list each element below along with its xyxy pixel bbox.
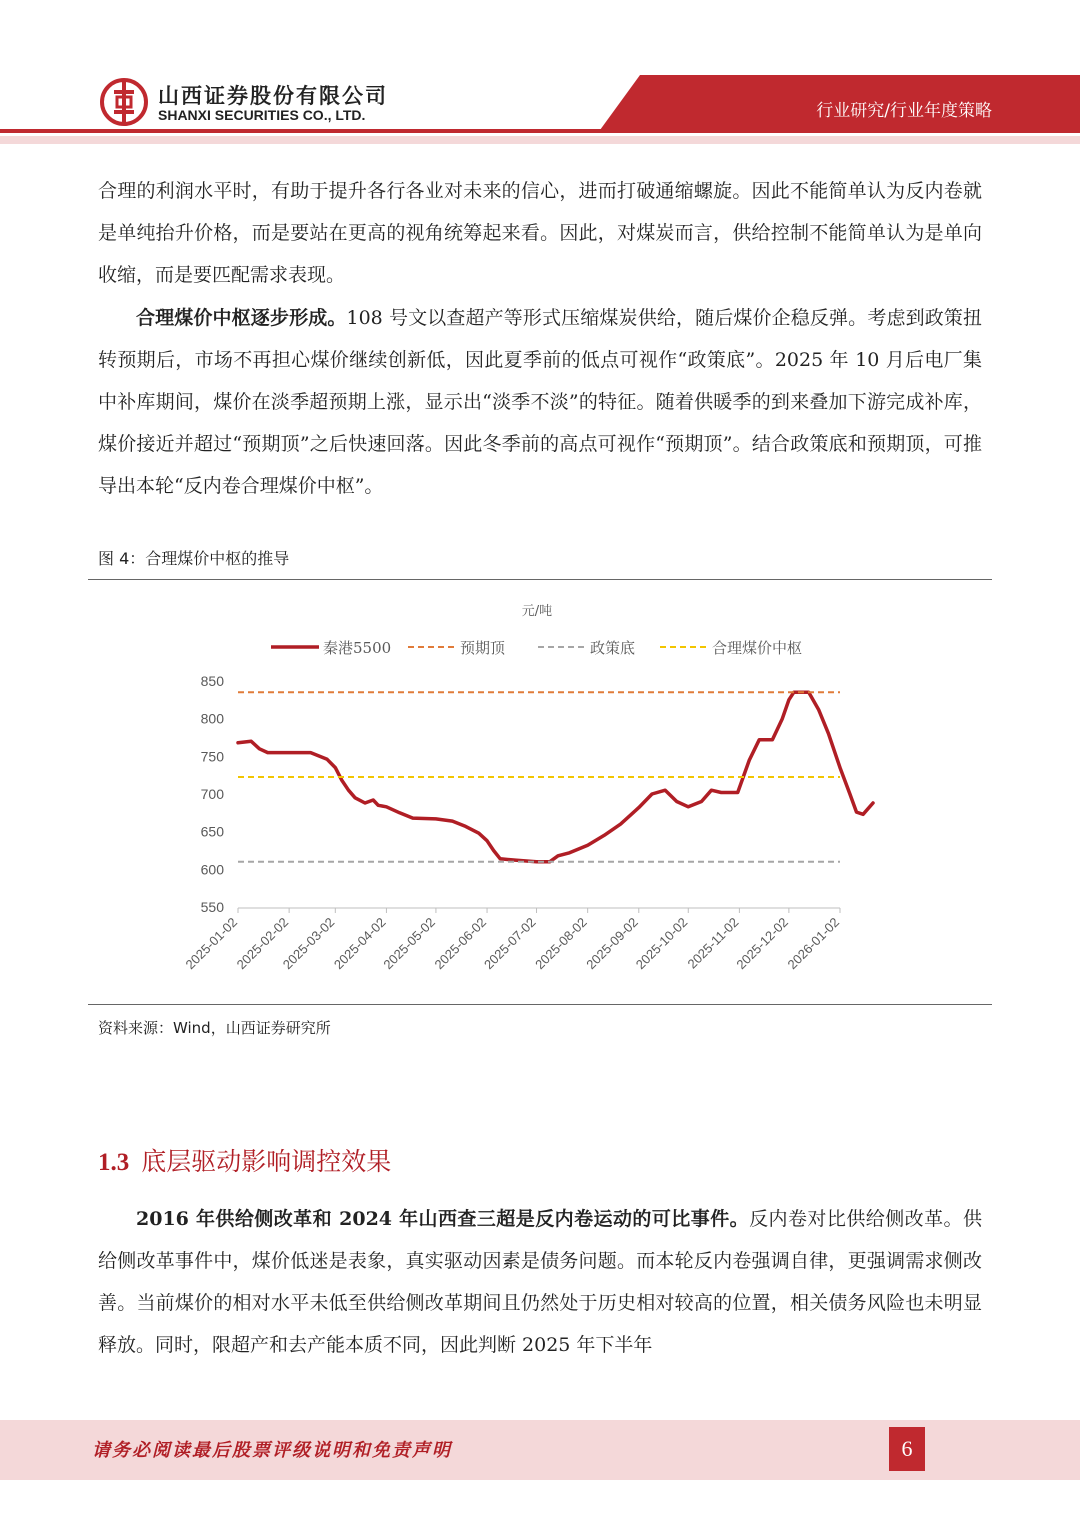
x-tick-label: 2026-01-02: [784, 914, 843, 973]
x-tick-label: 2025-12-02: [733, 914, 791, 973]
p3-body: 反内卷对比供给侧改革。供给侧改革事件中，煤价低迷是表象，真实驱动因素是债务问题。而本轮反内卷强调自律，更强调需求侧改善。当前煤价的相对水平未低至供给侧改革期间且仍然处于历史相对较高的位置，相关债务风险也未明显释放。同时，限超产和去产能本质不同，因此判断 2025 年下半年: [98, 1208, 982, 1356]
p3-year-2016: 2016: [136, 1208, 189, 1230]
section-number: 1.3: [98, 1149, 130, 1176]
paragraph-2: [98, 297, 982, 507]
x-tick-label: 2025-03-02: [279, 914, 338, 973]
x-tick-label: 2025-09-02: [583, 914, 641, 973]
page-footer: [0, 1420, 1080, 1480]
y-axis: [201, 673, 225, 915]
report-category: 行业研究/行业年度策略: [816, 101, 992, 121]
coal-price-chart: [88, 585, 992, 1005]
y-tick-label: 700: [200, 786, 224, 802]
p3-text-1: 年供给侧改革和: [188, 1208, 340, 1230]
section-title: 底层驱动影响调控效果: [141, 1147, 392, 1176]
x-tick-label: 2025-11-02: [684, 914, 742, 972]
legend-label: 预期顶: [460, 639, 506, 657]
figure-bottom-rule: [88, 1004, 992, 1005]
chart-legend: [271, 639, 802, 657]
paragraph-2-lead: 合理煤价中枢逐步形成。: [136, 307, 347, 329]
company-name-cn: 山西证券股份有限公司: [158, 84, 388, 108]
company-logo: [100, 78, 148, 126]
y-tick-label: 600: [200, 861, 224, 878]
x-tick-label: 2025-07-02: [481, 914, 539, 973]
page-header: [0, 0, 1080, 150]
x-axis: [182, 908, 842, 972]
y-tick-label: 850: [200, 673, 224, 689]
company-name-en: SHANXI SECURITIES CO., LTD.: [158, 107, 366, 123]
y-tick-label: 550: [200, 899, 224, 915]
section-heading: [98, 1142, 391, 1178]
x-tick-label: 2025-08-02: [532, 914, 590, 973]
plot-area: [238, 692, 873, 862]
paragraph-1: 合理的利润水平时，有助于提升各行各业对未来的信心，进而打破通缩螺旋。因此不能简单认为反内卷就是单纯抬升价格，而是要站在更高的视角统筹起来看。因此，对煤炭而言，供给控制不能简单认为是单向收缩，而是要匹配需求表现。: [98, 180, 982, 286]
y-tick-label: 800: [200, 710, 224, 727]
paragraph-2-body: 108 号文以查超产等形式压缩煤炭供给，随后煤价企稳反弹。考虑到政策扭转预期后，市场不再担心煤价继续创新低，因此夏季前的低点可视作“政策底”。2025 年 10 月后电厂集中补库期间，煤价在淡季超预期上涨，显示出“淡季不淡”的特征。随着供暖季的到来叠加下游完成补库，煤价接近并超过“预期顶”之后快速回落。因此冬季前的高点可视作“预期顶”。结合政策底和预期顶，可推导出本轮“反内卷合理煤价中枢”。: [98, 307, 982, 497]
x-tick-label: 2025-04-02: [330, 914, 389, 973]
figure-title: 图 4：合理煤价中枢的推导: [98, 549, 290, 568]
legend-label: 合理煤价中枢: [712, 639, 803, 657]
paragraph-3: [98, 1198, 982, 1366]
x-tick-label: 2025-02-02: [233, 914, 292, 973]
figure-top-rule: [88, 579, 992, 580]
legend-label: 政策底: [590, 639, 636, 657]
page-number: 6: [889, 1427, 925, 1471]
x-tick-label: 2025-10-02: [632, 914, 691, 973]
p3-year-2024: 2024: [339, 1208, 393, 1230]
x-tick-label: 2025-01-02: [182, 914, 241, 973]
chart-unit-label: 元/吨: [521, 604, 553, 619]
p3-text-2: 年山西查三超是反内卷运动的可比事件。: [392, 1208, 750, 1230]
disclaimer-notice[interactable]: 请务必阅读最后股票评级说明和免责声明: [92, 1440, 452, 1461]
y-tick-label: 750: [200, 748, 224, 765]
figure-source: 资料来源：Wind，山西证券研究所: [98, 1019, 331, 1037]
header-band: [0, 0, 1080, 150]
x-tick-label: 2025-05-02: [380, 914, 439, 973]
y-tick-label: 650: [200, 823, 224, 840]
legend-label: 秦港5500: [323, 639, 392, 657]
x-tick-label: 2025-06-02: [431, 914, 490, 973]
